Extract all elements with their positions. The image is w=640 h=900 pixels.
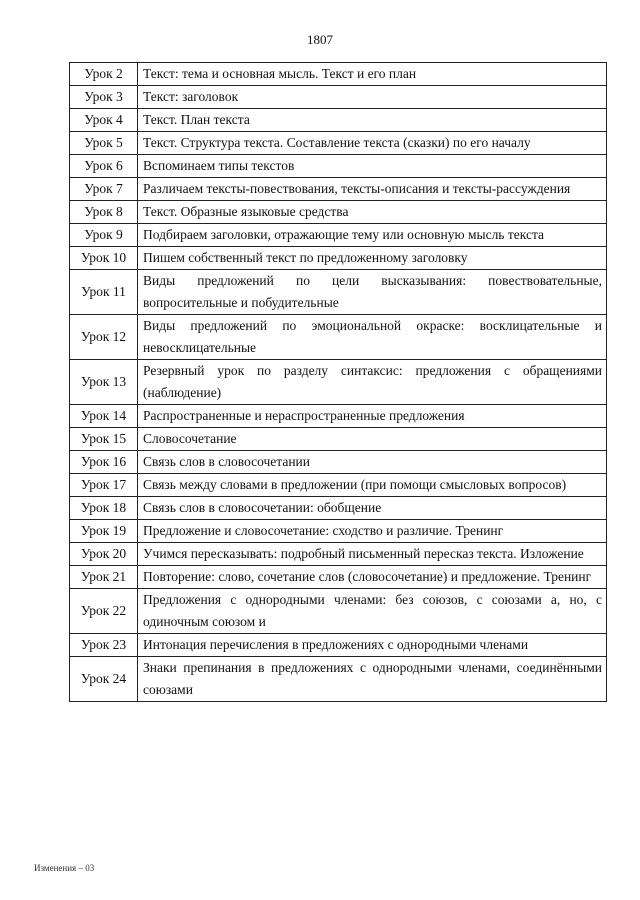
lesson-topic-cell: Вспоминаем типы текстов [138,155,607,178]
lesson-number-cell: Урок 12 [70,315,138,360]
lesson-topic-cell: Распространенные и нераспространенные предложения [138,405,607,428]
table-row [70,566,607,589]
lesson-topic-cell: Текст. Образные языковые средства [138,201,607,224]
lesson-number-cell: Урок 6 [70,155,138,178]
table-row [70,178,607,201]
lesson-number-cell: Урок 3 [70,86,138,109]
lesson-topic-cell: Связь слов в словосочетании: обобщение [138,497,607,520]
lesson-number-cell: Урок 18 [70,497,138,520]
lesson-number-cell: Урок 20 [70,543,138,566]
table-row [70,589,607,634]
lesson-topic-cell: Повторение: слово, сочетание слов (словосочетание) и предложение. Тренинг [138,566,607,589]
lesson-number-cell: Урок 9 [70,224,138,247]
lesson-topic-cell: Различаем тексты-повествования, тексты-описания и тексты-рассуждения [138,178,607,201]
lesson-topic-cell: Интонация перечисления в предложениях с однородными членами [138,634,607,657]
lesson-topic-cell: Словосочетание [138,428,607,451]
table-row [70,63,607,86]
lesson-topic-cell: Резервный урок по разделу синтаксис: предложения с обращениями (наблюдение) [138,360,607,405]
lesson-topic-cell: Виды предложений по цели высказывания: повествовательные, вопросительные и побудительные [138,270,607,315]
lesson-number-cell: Урок 4 [70,109,138,132]
table-row [70,657,607,702]
lesson-topic-cell: Подбираем заголовки, отражающие тему или основную мысль текста [138,224,607,247]
lesson-table [69,62,607,702]
lesson-topic-cell: Пишем собственный текст по предложенному заголовку [138,247,607,270]
table-row [70,247,607,270]
lesson-table-body [70,63,607,702]
table-row [70,201,607,224]
lesson-topic-cell: Предложение и словосочетание: сходство и различие. Тренинг [138,520,607,543]
lesson-number-cell: Урок 22 [70,589,138,634]
lesson-number-cell: Урок 5 [70,132,138,155]
lesson-number-cell: Урок 14 [70,405,138,428]
lesson-topic-cell: Текст. План текста [138,109,607,132]
lesson-topic-cell: Текст: тема и основная мысль. Текст и его план [138,63,607,86]
lesson-topic-cell: Знаки препинания в предложениях с однородными членами, соединёнными союзами [138,657,607,702]
lesson-number-cell: Урок 8 [70,201,138,224]
lesson-number-cell: Урок 17 [70,474,138,497]
page-number: 1807 [307,32,333,47]
lesson-number-cell: Урок 21 [70,566,138,589]
lesson-number-cell: Урок 19 [70,520,138,543]
lesson-topic-cell: Текст. Структура текста. Составление текста (сказки) по его началу [138,132,607,155]
lesson-number-cell: Урок 24 [70,657,138,702]
lesson-number-cell: Урок 2 [70,63,138,86]
table-row [70,520,607,543]
table-row [70,497,607,520]
lesson-number-cell: Урок 13 [70,360,138,405]
table-row [70,474,607,497]
lesson-topic-cell: Связь между словами в предложении (при помощи смысловых вопросов) [138,474,607,497]
table-row [70,224,607,247]
table-row [70,405,607,428]
lesson-number-cell: Урок 7 [70,178,138,201]
table-row [70,451,607,474]
lesson-number-cell: Урок 23 [70,634,138,657]
lesson-number-cell: Урок 16 [70,451,138,474]
lesson-number-cell: Урок 15 [70,428,138,451]
lesson-topic-cell: Связь слов в словосочетании [138,451,607,474]
lesson-topic-cell: Виды предложений по эмоциональной окраске: восклицательные и невосклицательные [138,315,607,360]
table-row [70,315,607,360]
lesson-topic-cell: Предложения с однородными членами: без союзов, с союзами а, но, с одиночным союзом и [138,589,607,634]
lesson-topic-cell: Учимся пересказывать: подробный письменный пересказ текста. Изложение [138,543,607,566]
lesson-number-cell: Урок 10 [70,247,138,270]
lesson-topic-cell: Текст: заголовок [138,86,607,109]
table-row [70,132,607,155]
table-row [70,428,607,451]
table-row [70,109,607,132]
table-row [70,634,607,657]
table-row [70,360,607,405]
lesson-number-cell: Урок 11 [70,270,138,315]
table-row [70,543,607,566]
footer-revision-note: Изменения – 03 [34,863,95,873]
table-row [70,155,607,178]
table-row [70,86,607,109]
table-row [70,270,607,315]
